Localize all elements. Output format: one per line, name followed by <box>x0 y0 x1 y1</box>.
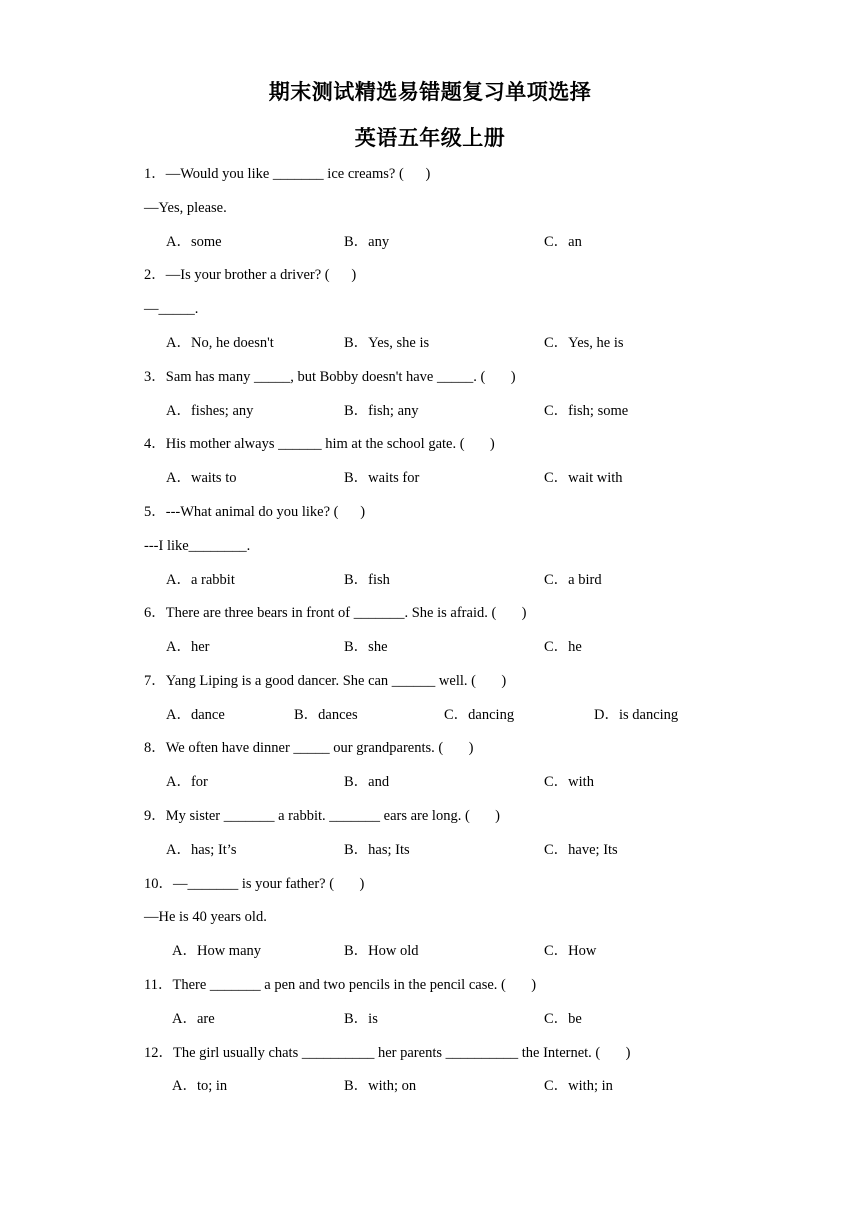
question-8-option-a: A．for <box>166 774 208 790</box>
question-4-stem: 4．His mother always ______ him at the school gate. ( ) <box>144 436 495 452</box>
question-9-stem: 9．My sister _______ a rabbit. _______ ears are long. ( ) <box>144 808 500 824</box>
question-12-stem: 12．The girl usually chats __________ her parents __________ the Internet. ( ) <box>144 1045 631 1061</box>
question-4-option-c: C．wait with <box>544 470 623 486</box>
question-2-stem: 2．—Is your brother a driver? ( ) <box>144 267 357 283</box>
question-6-stem: 6．There are three bears in front of _______. She is afraid. ( ) <box>144 605 527 621</box>
question-7-option-d: D．is dancing <box>594 707 679 723</box>
question-9-option-a: A．has; It’s <box>166 842 237 858</box>
question-3-option-a: A．fishes; any <box>166 403 254 419</box>
question-10-reply: —He is 40 years old. <box>144 909 267 925</box>
question-11-option-b: B．is <box>344 1011 378 1027</box>
page-title: 期末测试精选易错题复习单项选择 <box>268 80 592 104</box>
question-12-option-c: C．with; in <box>544 1078 613 1094</box>
question-10-option-a: A．How many <box>172 943 262 959</box>
question-5-option-c: C．a bird <box>544 572 602 588</box>
question-6-option-b: B．she <box>344 639 388 655</box>
question-8-stem: 8．We often have dinner _____ our grandparents. ( ) <box>144 740 474 756</box>
question-11-option-a: A．are <box>172 1011 215 1027</box>
question-4-option-a: A．waits to <box>166 470 237 486</box>
question-1-option-b: B．any <box>344 234 390 250</box>
question-12-option-b: B．with; on <box>344 1078 417 1094</box>
question-6-option-c: C．he <box>544 639 582 655</box>
question-8-option-b: B．and <box>344 774 390 790</box>
question-1-stem: 1．—Would you like _______ ice creams? ( ) <box>144 166 431 182</box>
question-6-option-a: A．her <box>166 639 210 655</box>
question-3-option-b: B．fish; any <box>344 403 419 419</box>
question-9-option-c: C．have; Its <box>544 842 618 858</box>
question-3-option-c: C．fish; some <box>544 403 629 419</box>
question-5-option-a: A．a rabbit <box>166 572 235 588</box>
question-11-option-c: C．be <box>544 1011 582 1027</box>
question-11-stem: 11．There _______ a pen and two pencils in the pencil case. ( ) <box>144 977 537 993</box>
question-5-reply: ---I like________. <box>144 538 251 554</box>
question-1-option-a: A．some <box>166 234 222 250</box>
question-2-option-a: A．No, he doesn't <box>166 335 274 351</box>
question-1-option-c: C．an <box>544 234 582 250</box>
question-8-option-c: C．with <box>544 774 594 790</box>
question-7-option-b: B．dances <box>294 707 358 723</box>
question-12-option-a: A．to; in <box>172 1078 228 1094</box>
question-7-option-a: A．dance <box>166 707 225 723</box>
question-10-option-b: B．How old <box>344 943 419 959</box>
question-1-reply: —Yes, please. <box>144 200 227 216</box>
question-5-option-b: B．fish <box>344 572 390 588</box>
question-10-stem: 10．—_______ is your father? ( ) <box>144 876 365 892</box>
question-3-stem: 3．Sam has many _____, but Bobby doesn't have _____. ( ) <box>144 369 516 385</box>
question-7-stem: 7．Yang Liping is a good dancer. She can ______ well. ( ) <box>144 673 507 689</box>
question-9-option-b: B．has; Its <box>344 842 410 858</box>
question-2-reply: —_____. <box>144 301 199 317</box>
question-10-option-c: C．How <box>544 943 597 959</box>
question-5-stem: 5．---What animal do you like? ( ) <box>144 504 366 520</box>
page-subtitle: 英语五年级上册 <box>354 126 506 150</box>
question-4-option-b: B．waits for <box>344 470 420 486</box>
question-2-option-c: C．Yes, he is <box>544 335 624 351</box>
question-7-option-c: C．dancing <box>444 707 515 723</box>
question-2-option-b: B．Yes, she is <box>344 335 430 351</box>
